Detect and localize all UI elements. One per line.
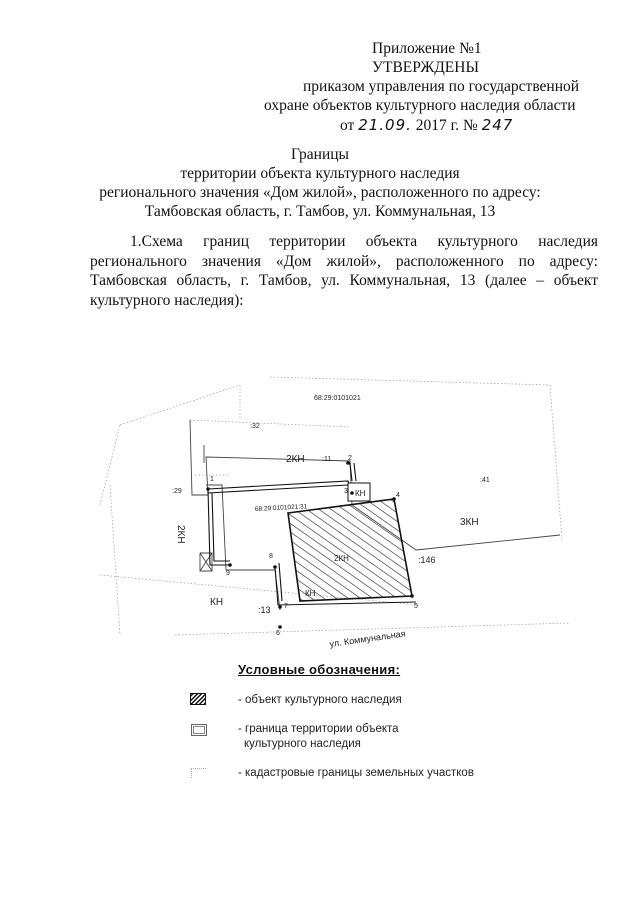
scheme-paragraph	[90, 232, 598, 310]
parcel-41-label: :41	[480, 477, 490, 484]
parcel-146-label: :146	[418, 555, 436, 565]
building-3kn: 3КН	[460, 517, 479, 528]
order-date-line	[340, 116, 513, 135]
parcel-11-label: :11	[322, 456, 332, 463]
legend-heritage-swatch	[190, 693, 206, 705]
title-line-3: регионального значения «Дом жилой», расположенного по адресу:	[99, 184, 541, 201]
building-kn-small: КН	[355, 489, 366, 498]
date-prefix: от	[340, 117, 355, 134]
heritage-object-label: 2КН	[334, 554, 349, 563]
point-9: 9	[226, 570, 230, 577]
point-3: 3	[344, 488, 348, 495]
title-line-2: территории объекта культурного наследия	[180, 165, 460, 182]
heritage-object	[288, 499, 412, 601]
legend-item-heritage: - объект культурного наследия	[238, 694, 402, 706]
building-kn-object: КН	[305, 589, 316, 598]
paragraph-line-4: культурного наследия):	[90, 291, 244, 309]
point-7: 7	[284, 603, 288, 610]
point-1: 1	[210, 476, 214, 483]
appendix-label: Приложение №1	[372, 40, 482, 57]
order-line-2: охране объектов культурного наследия области	[264, 97, 576, 114]
legend-item-boundary-2: культурного наследия	[244, 738, 361, 750]
building-2kn-top: 2КН	[286, 454, 305, 465]
paragraph-line-3: Тамбовская область, г. Тамбов, ул. Коммунальная, 13 (далее – объект	[90, 272, 598, 289]
point-8: 8	[269, 553, 273, 560]
date-year: 2017 г. №	[415, 117, 478, 134]
title-line-4: Тамбовская область, г. Тамбов, ул. Коммунальная, 13	[144, 203, 496, 220]
cadastral-block-label: 68:29:0101021	[314, 395, 361, 402]
street-label: ул. Коммунальная	[328, 628, 407, 649]
parcel-32-label: :32	[250, 423, 260, 430]
paragraph-line-2: регионального значения «Дом жилой», расположенного по адресу:	[90, 252, 598, 270]
paragraph-line-1: 1.Схема границ территории объекта культурного наследия	[130, 233, 598, 250]
parcel-13-label: :13	[258, 605, 271, 615]
building-2kn-left: 2КН	[175, 525, 186, 544]
handwritten-number: 247	[481, 116, 514, 134]
point-6: 6	[276, 630, 280, 637]
approved-label: УТВЕРЖДЕНЫ	[372, 59, 479, 76]
parcel-29-label: :29	[172, 488, 182, 495]
boundary-scheme-map	[100, 365, 580, 655]
legend-item-cadastral: - кадастровые границы земельных участков	[238, 767, 474, 779]
handwritten-date: 21.09.	[358, 116, 412, 134]
order-line-1: приказом управления по государственной	[303, 78, 580, 95]
building-kn-left: КН	[210, 597, 224, 608]
parcel-id-label: 68:29:0101021:31	[254, 503, 308, 513]
point-2: 2	[348, 455, 352, 462]
legend-title: Условные обозначения:	[238, 662, 401, 677]
legend-item-boundary-1: - граница территории объекта	[238, 723, 399, 735]
title-line-1: Границы	[291, 146, 349, 163]
legend-boundary-swatch	[191, 724, 207, 736]
point-5: 5	[414, 603, 418, 610]
legend-cadastral-swatch	[191, 768, 206, 778]
point-4: 4	[396, 492, 400, 499]
